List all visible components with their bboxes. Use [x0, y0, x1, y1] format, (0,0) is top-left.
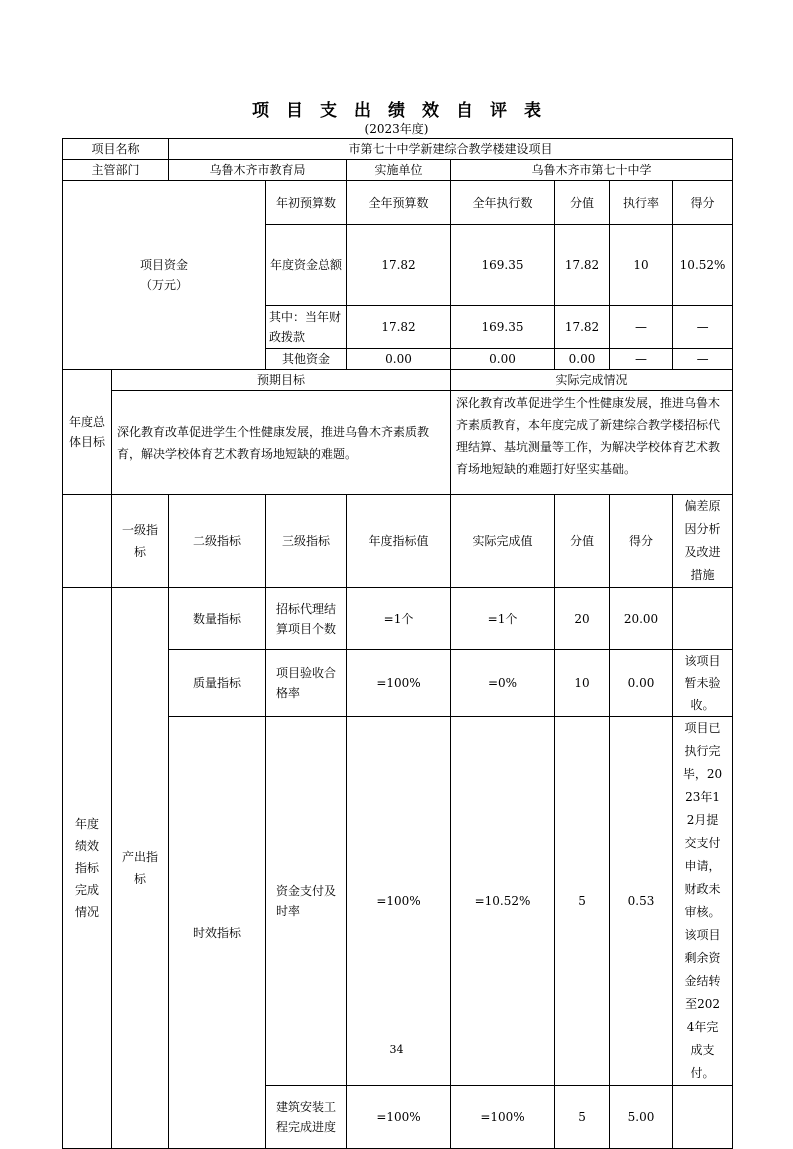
actual-completion-header: 实际完成情况	[451, 370, 733, 391]
funds-header-initial: 年初预算数	[266, 181, 347, 225]
impl-unit-label: 实施单位	[347, 160, 451, 181]
funds-other-executed: 0.00	[555, 349, 610, 370]
funds-header-rate: 执行率	[610, 181, 673, 225]
expected-goal-header: 预期目标	[112, 370, 451, 391]
indicator-header-level2: 二级指标	[169, 495, 266, 588]
funds-other-initial: 0.00	[347, 349, 451, 370]
score-construction-progress: 5.00	[610, 1086, 673, 1149]
report-year: (2023年度)	[364, 122, 429, 136]
indicator-header-actual: 实际完成值	[451, 495, 555, 588]
level3-acceptance-rate: 项目验收合格率	[266, 650, 347, 717]
funds-fiscal-rate: —	[673, 306, 733, 349]
score-bid-settlement: 20.00	[610, 588, 673, 650]
page-title: 项目支出绩效自评表	[252, 101, 558, 121]
funds-other-rate: —	[673, 349, 733, 370]
score-payment-timeliness: 0.53	[610, 717, 673, 1086]
funds-fiscal-label: 其中：当年财政拨款	[266, 306, 347, 349]
funds-total-annual: 169.35	[451, 225, 555, 306]
funds-total-executed: 17.82	[555, 225, 610, 306]
indicator-header-score-value: 分值	[555, 495, 610, 588]
deviation-acceptance-rate: 该项目暂未验收。	[673, 650, 733, 717]
score-value-payment-timeliness: 5	[555, 717, 610, 1086]
project-name-label: 项目名称	[63, 139, 169, 160]
actual-completion-text: 深化教育改革促进学生个性健康发展，推进乌鲁木齐素质教育，本年度完成了新建综合教学楼招标代理结算、基坑测量等工作，为解决学校体育艺术教育场地短缺的难题打好坚实基础。	[451, 391, 733, 495]
funds-fiscal-score-value: —	[610, 306, 673, 349]
score-acceptance-rate: 0.00	[610, 650, 673, 717]
impl-unit-value: 乌鲁木齐市第七十中学	[451, 160, 733, 181]
indicator-header-blank	[63, 495, 112, 588]
level1-output-label: 产出指标	[112, 588, 169, 1149]
target-payment-timeliness: =100%	[347, 717, 451, 1086]
funds-header-annual: 全年预算数	[347, 181, 451, 225]
actual-acceptance-rate: =0%	[451, 650, 555, 717]
funds-other-score-value: —	[610, 349, 673, 370]
indicator-header-target: 年度指标值	[347, 495, 451, 588]
indicator-header-deviation: 偏差原因分析及改进措施	[673, 495, 733, 588]
indicator-header-level3: 三级指标	[266, 495, 347, 588]
expected-goal-text: 深化教育改革促进学生个性健康发展，推进乌鲁木齐素质教育，解决学校体育艺术教育场地短缺的难题。	[112, 391, 451, 495]
actual-construction-progress: =100%	[451, 1086, 555, 1149]
funds-fiscal-initial: 17.82	[347, 306, 451, 349]
funds-total-rate: 10.52%	[673, 225, 733, 306]
level2-quality: 质量指标	[169, 650, 266, 717]
target-bid-settlement: =1个	[347, 588, 451, 650]
funds-other-annual: 0.00	[451, 349, 555, 370]
score-value-acceptance-rate: 10	[555, 650, 610, 717]
funds-total-score-value: 10	[610, 225, 673, 306]
funds-other-label: 其他资金	[266, 349, 347, 370]
performance-section-label: 年度绩效指标完成情况	[63, 588, 112, 1149]
actual-payment-timeliness: =10.52%	[451, 717, 555, 1086]
funds-label: 项目资金 （万元）	[63, 181, 266, 370]
self-evaluation-table	[62, 138, 733, 1149]
level3-payment-timeliness: 资金支付及时率	[266, 717, 347, 1086]
deviation-payment-timeliness: 项目已执行完毕，2023年12月提交支付申请，财政未审核。该项目剩余资金结转至2024年完成支付。	[673, 717, 733, 1086]
level2-timeliness: 时效指标	[169, 717, 266, 1149]
deviation-construction-progress	[673, 1086, 733, 1149]
dept-label: 主管部门	[63, 160, 169, 181]
deviation-bid-settlement	[673, 588, 733, 650]
target-construction-progress: =100%	[347, 1086, 451, 1149]
funds-header-executed: 全年执行数	[451, 181, 555, 225]
target-acceptance-rate: =100%	[347, 650, 451, 717]
score-value-bid-settlement: 20	[555, 588, 610, 650]
funds-total-label: 年度资金总额	[266, 225, 347, 306]
funds-fiscal-annual: 169.35	[451, 306, 555, 349]
project-name-value: 市第七十中学新建综合教学楼建设项目	[169, 139, 733, 160]
funds-total-initial: 17.82	[347, 225, 451, 306]
funds-header-score-value: 分值	[555, 181, 610, 225]
level3-bid-settlement: 招标代理结算项目个数	[266, 588, 347, 650]
funds-fiscal-executed: 17.82	[555, 306, 610, 349]
score-value-construction-progress: 5	[555, 1086, 610, 1149]
dept-value: 乌鲁木齐市教育局	[169, 160, 347, 181]
funds-header-score: 得分	[673, 181, 733, 225]
actual-bid-settlement: =1个	[451, 588, 555, 650]
indicator-header-score: 得分	[610, 495, 673, 588]
level2-quantity: 数量指标	[169, 588, 266, 650]
annual-goal-label: 年度总体目标	[63, 370, 112, 495]
level3-construction-progress: 建筑安装工程完成进度	[266, 1086, 347, 1149]
indicator-header-level1: 一级指标	[112, 495, 169, 588]
page-number: 34	[389, 1043, 404, 1056]
